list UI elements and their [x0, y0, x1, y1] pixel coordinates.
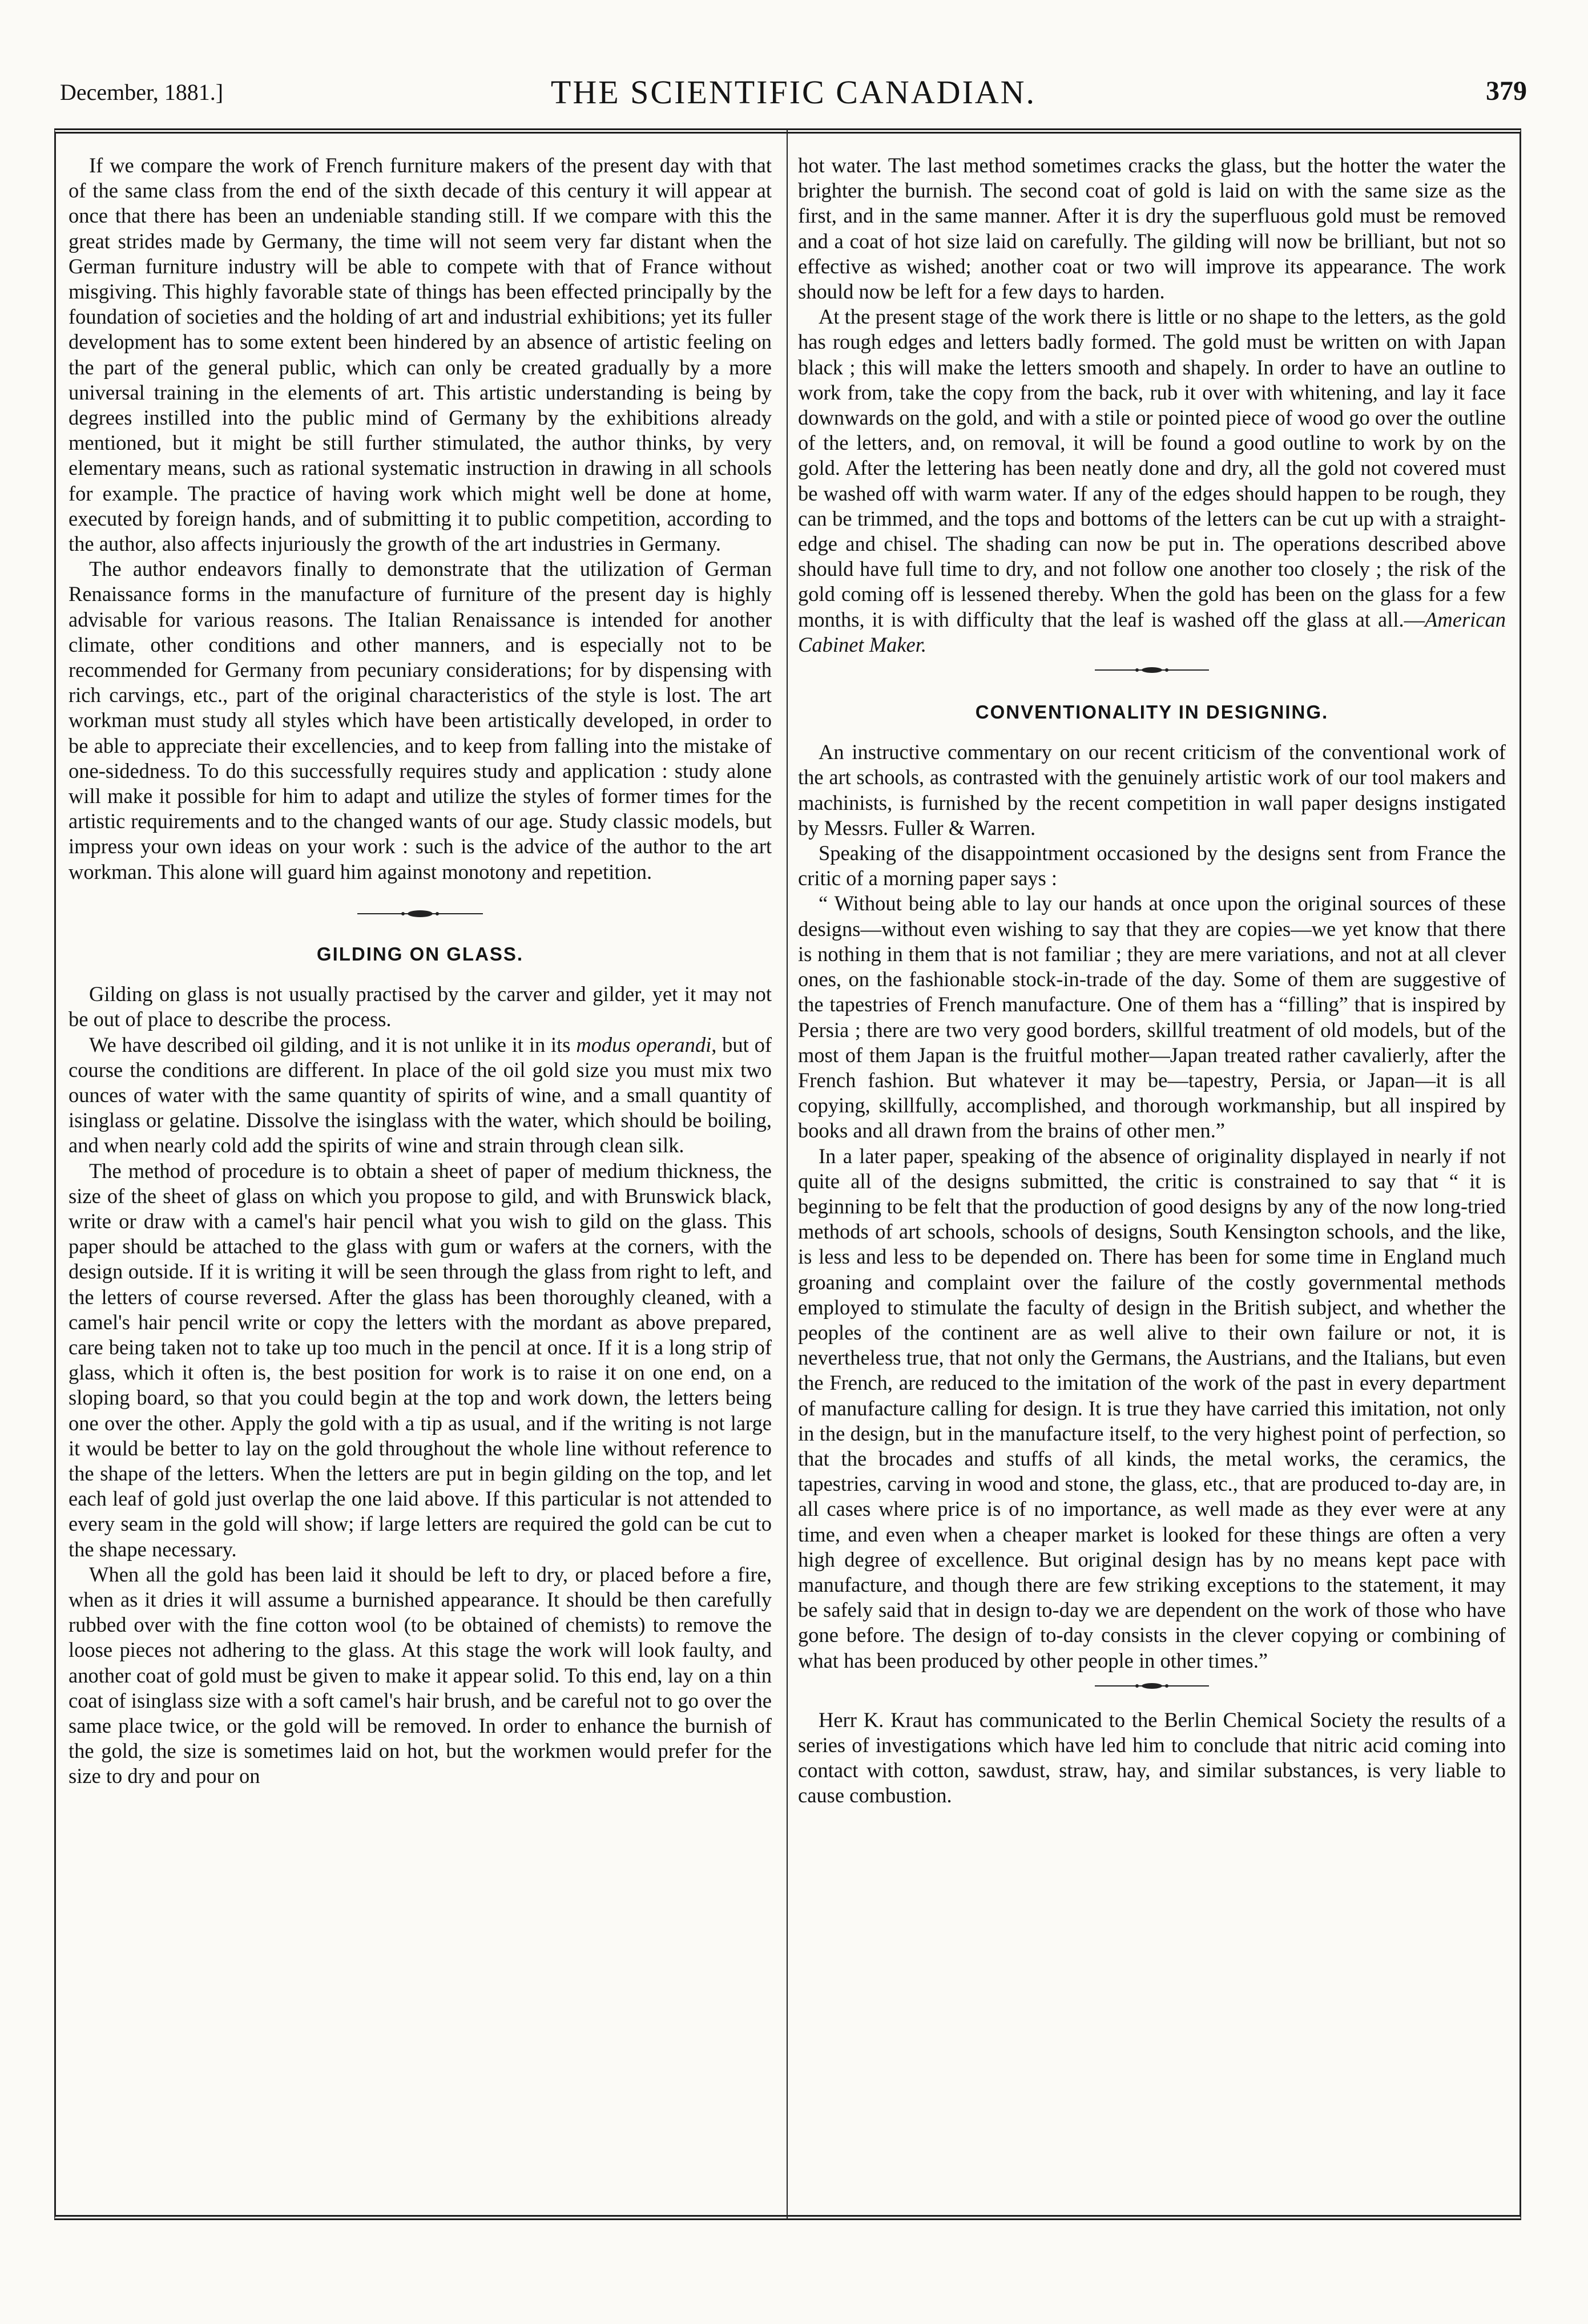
kraut-paragraph: Herr K. Kraut has communicated to the Berlin Chemical Society the results of a series of investigations which have led him to conclude that nitric acid coming into contact with cotton, sawdust, straw, hay, and similar substances, is very liable to cause combustion. — [798, 1708, 1506, 1807]
section-ornament — [68, 905, 772, 928]
source-attribution: American Cabinet Maker. — [798, 607, 1506, 656]
heading-conventionality: CONVENTIONALITY IN DESIGNING. — [975, 701, 1329, 723]
gilding-finishing-paragraph — [798, 304, 1506, 657]
section-ornament — [798, 1679, 1506, 1702]
gilding-paragraph-1: Gilding on glass is not usually practised by the carver and gilder, yet it may not be out of place to describe the process. — [68, 982, 772, 1031]
issue-date: December, 1881.] — [60, 79, 224, 105]
right-column — [798, 153, 1506, 2202]
conventionality-paragraph-1: An instructive commentary on our recent criticism of the conventional work of the art schools, as contrasted with the genuinely artistic work of our tool makers and machinists, is furnished by the recent competition in wall paper designs instigated by Messrs. Fuller & Warren. — [798, 740, 1506, 840]
conventionality-paragraph-2: Speaking of the disappointment occasioned by the designs sent from France the critic of a morning paper says : — [798, 841, 1506, 890]
furniture-paragraph-1: If we compare the work of French furniture makers of the present day with that of the same class from the end of the sixth decade of this century it will appear at once that there has been an undeniable standing still. If we compare with this the great strides made by Germany, the time will not seem very far distant when the German furniture industry will be able to compete with that of France without misgiving. This highly favorable state of things has been effected principally by the foundation of societies and the holding of art and industrial exhibitions; yet its fuller development has to some extent been hindered by an absence of artistic feeling on the part of the general public, which can only be created gradually by a more universal training in the elements of art. This artistic understanding is being by degrees instilled into the public mind of Germany by the exhibitions already mentioned, but it might be still further stimulated, the author thinks, by very elementary means, such as rational systematic instruction in drawing in all schools for example. The practice of having work which might well be done at home, executed by foreign hands, and of submitting it to public competition, according to the author, also affects injuriously the growth of the art industries in Germany. — [68, 154, 772, 556]
journal-title: THE SCIENTIFIC CANADIAN. — [550, 74, 1037, 111]
column-rule — [787, 128, 788, 2220]
conventionality-quote-1: “ Without being able to lay our hands at once upon the original sources of these designs—without even wishing to say that they are copies—we yet know that there is nothing in them that is not familiar ; they are mere variations, and not at all clever ones, on the fashionable stock-in-trade of the day. Some of them are suggestive of the tapestries of French manufacture. One of them has a “filling” that is inspired by Persia ; there are two very good borders, skillful treatment of old models, but of the most of them Japan is the fruitful mother—Japan treated rather cavalierly, after the French fashion. But whatever it may be—tapestry, Persia, or Japan—it is all copying, skillfully, accomplished, and thorough workmanship, but all inspired by books and all drawn from the brains of other men.” — [798, 891, 1506, 1143]
page-number: 379 — [1486, 76, 1527, 106]
running-header — [60, 73, 1527, 119]
latin-phrase: modus operandi — [576, 1032, 712, 1056]
gilding-paragraph-2-end: , but of course the conditions are different. In place of the oil gold size you must mix two ounces of water with the same quantity of spirits of wine, and a small quantity of isinglass or gelatine. Dissolve the isinglass with the water, which should be boiling, and when nearly cold add the spirits of wine and strain through clean silk. — [68, 1032, 772, 1157]
furniture-paragraph-2: The author endeavors finally to demonstrate that the utilization of German Renaissance forms in the manufacture of furniture of the present day is highly advisable for various reasons. The Italian Renaissance is intended for another climate, other conditions and other manners, and is especially not to be recommended for Germany from pecuniary considerations; for by dispensing with rich carvings, etc., part of the original characteristics of the style is lost. The art workman must study all styles which have been artistically developed, in order to be able to appreciate their excellencies, and to keep from falling into the mistake of one-sidedness. To do this successfully requires study and application : study alone will make it possible for him to adapt and utilize the styles of former times for the artistic requirements and to the changed wants of our age. Study classic models, but impress your own ideas on your work : such is the advice of the author to the art workman. This alone will guard him against monotony and repetition. — [68, 557, 772, 883]
gilding-paragraph-4: When all the gold has been laid it should be left to dry, or placed before a fire, when as it dries it will assume a burnished appearance. It should be then carefully rubbed over with the fine cotton wool (to be obtained of chemists) to remove the loose pieces not adhering to the glass. At this stage the work will look faulty, and another coat of gold must be given to make it appear solid. To this end, lay on a thin coat of isinglass size with a soft camel's hair brush, and be careful not to go over the same place twice, or the gold will be removed. In order to enhance the burnish of the gold, the size is sometimes laid on hot, but the workmen would prefer for the size to dry and pour on — [68, 1562, 772, 1788]
conventionality-paragraph-3: In a later paper, speaking of the absence of originality displayed in nearly if not quite all of the designs submitted, the critic is constrained to say that “ it is beginning to be felt that the production of good designs by any of the now long-tried methods of art schools, schools of designs, South Kensington schools, and the like, is less and less to be depended on. There has been for some time in England much groaning and complaint over the failure of the costly governmental methods employed to stimulate the faculty of design in the British subject, and whether the peoples of the continent are as well alive to their own failure or not, it is nevertheless true, that not only the Germans, the Austrians, and the Italians, but even the French, are reduced to the imitation of the work of the past in every department of manufacture calling for design. It is true they have carried this imitation, not only in the design, but in the manufacture itself, to the very highest point of perfection, so that the brocades and stuffs of all kinds, the metal works, the ceramics, the tapestries, carving in wood and stone, the glass, etc., that are produced to-day are, in all cases where price is of no importance, as well made as they ever were at any time, and even when a cheaper market is looked for these things are often a very high degree of excellence. But original design has by no means kept pace with manufacture, and though there are few striking exceptions to the statement, it may be safely said that in design to-day we are dependent on the work of those who have gone before. The design of to-day consists in the clever copying or combining of what has been produced by other people in other times.” — [798, 1144, 1506, 1672]
gilding-paragraph-2 — [68, 1032, 772, 1159]
heading-gilding-on-glass: GILDING ON GLASS. — [316, 943, 524, 965]
section-ornament — [798, 663, 1506, 686]
gilding-paragraph-3: The method of procedure is to obtain a sheet of paper of medium thickness, the size of the sheet of glass on which you propose to gild, and with Brunswick black, write or draw with a camel's hair pencil what you wish to gild on the glass. This paper should be attached to the glass with gum or wafers at the corners, with the design outside. If it is writing it will be seen through the glass from right to left, and the letters of course reversed. After the glass has been thoroughly cleaned, with a camel's hair pencil write or copy the letters with the mordant as above prepared, care being taken not to take up too much in the pencil at once. If it is a long strip of glass, which it often is, the best position for work is to raise it on one end, on a sloping board, so that you could begin at the top and work down, the letters being one over the other. Apply the gold with a tip as usual, and if the writing is not large it would be better to lay on the gold throughout the whole line without reference to the shape of the letters. When the letters are put in begin gilding on the top, and let each leaf of gold just overlap the one laid above. If this particular is not attended to every seam in the gold will show; if large letters are required the gold can be cut to the shape necessary. — [68, 1159, 772, 1561]
left-column — [68, 153, 772, 2202]
gilding-finishing-text: At the present stage of the work there is little or no shape to the letters, as the gold has rough edges and letters badly formed. The gold must be written on with Japan black ; this will make the letters smooth and shapely. In order to have an outline to work from, take the copy from the back, rub it over with whitening, and lay it face downwards on the gold, and with a stile or pointed piece of wood go over the outline of the letters, and, on removal, it will be found a good outline to work by on the gold. After the lettering has been neatly done and dry, all the gold not covered must be washed off with warm water. If any of the edges should happen to be rough, they can be trimmed, and the tops and bottoms of the letters can be cut up with a straight-edge and chisel. The shading can now be put in. The operations described above should have full time to dry, and not follow one another too closely ; the risk of the gold coming off is lessened thereby. When the gold has been on the glass for a few months, it is with difficulty that the leaf is washed off the glass at all.— — [798, 305, 1506, 631]
gilding-continued-paragraph: hot water. The last method sometimes cracks the glass, but the hotter the water the brighter the burnish. The second coat of gold is laid on with the same size as the first, and in the same manner. After it is dry the superfluous gold must be removed and a coat of hot size laid on carefully. The gilding will now be brilliant, but not so effective as wished; another coat or two will improve its appearance. The work should now be left for a few days to harden. — [798, 154, 1506, 304]
gilding-paragraph-2-start: We have described oil gilding, and it is not unlike it in its — [89, 1032, 577, 1056]
